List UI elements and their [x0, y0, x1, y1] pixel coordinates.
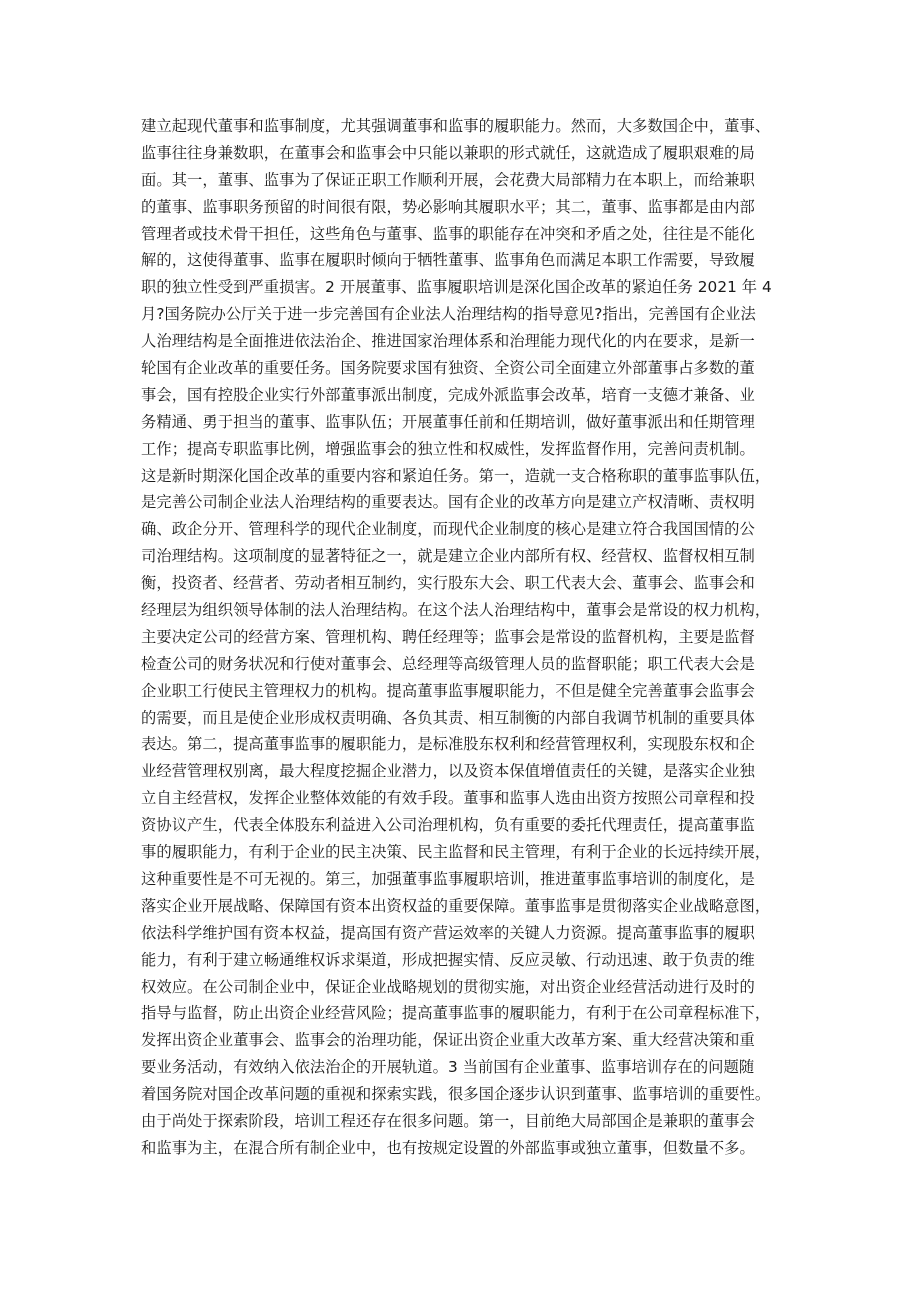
text-line: 表达。第二，提高董事监事的履职能力，是标准股东权利和经营管理权利，实现股东权和企 [141, 735, 755, 754]
text-line: 主要决定公司的经营方案、管理机构、聘任经理等；监事会是常设的监督机构，主要是监督 [141, 627, 755, 646]
text-line: 能力，有利于建立畅通维权诉求渠道，形成把握实情、反应灵敏、行动迅速、敢于负责的维 [141, 950, 755, 969]
text-line: 要业务活动，有效纳入依法治企的开展轨道。3 当前国有企业董事、监事培训存在的问题随 [141, 1058, 755, 1077]
text-line: 解的，这使得董事、监事在履职时倾向于牺牲董事、监事角色而满足本职工作需要，导致履 [141, 251, 755, 270]
text-line: 确、政企分开、管理科学的现代企业制度，而现代企业制度的核心是建立符合我国国情的公 [141, 520, 755, 539]
text-line: 月?国务院办公厅关于进一步完善国有企业法人治理结构的指导意见?指出，完善国有企业法 [141, 305, 756, 324]
text-line: 是完善公司制企业法人治理结构的重要表达。国有企业的改革方向是建立产权清晰、责权明 [141, 493, 755, 512]
text-line: 着国务院对国企改革问题的重视和探索实践，很多国企逐步认识到董事、监事培训的重要性。 [141, 1085, 771, 1104]
text-line: 依法科学维护国有资本权益，提高国有资产营运效率的关键人力资源。提高董事监事的履职 [141, 923, 755, 942]
text-line: 事会，国有控股企业实行外部董事派出制度，完成外派监事会改革，培育一支德才兼备、业 [141, 385, 755, 404]
text-line: 管理者或技术骨干担任，这些角色与董事、监事的职能存在冲突和矛盾之处，往往是不能化 [141, 224, 755, 243]
text-line: 职的独立性受到严重损害。2 开展董事、监事履职培训是深化国企改革的紧迫任务 2021 年 4 [141, 278, 772, 297]
text-line: 检查公司的财务状况和行使对董事会、总经理等高级管理人员的监督职能；职工代表大会是 [141, 654, 755, 673]
text-line: 企业职工行使民主管理权力的机构。提高董事监事履职能力，不但是健全完善董事会监事会 [141, 681, 755, 700]
text-line: 指导与监督，防止出资企业经营风险；提高董事监事的履职能力，有利于在公司章程标准下， [141, 1004, 771, 1023]
text-line: 立自主经营权，发挥企业整体效能的有效手段。董事和监事人选由出资方按照公司章程和投 [141, 789, 755, 808]
document-body [141, 113, 799, 1162]
text-line: 权效应。在公司制企业中，保证企业战略规划的贯彻实施，对出资企业经营活动进行及时的 [141, 977, 755, 996]
text-line: 司治理结构。这项制度的显著特征之一，就是建立企业内部所有权、经营权、监督权相互制 [141, 547, 755, 566]
text-line: 的需要，而且是使企业形成权责明确、各负其责、相互制衡的内部自我调节机制的重要具体 [141, 708, 755, 727]
text-line: 建立起现代董事和监事制度，尤其强调董事和监事的履职能力。然而，大多数国企中，董事、 [141, 117, 771, 135]
text-line: 这种重要性是不可无视的。第三，加强董事监事履职培训，推进董事监事培训的制度化，是 [141, 869, 755, 888]
text-line: 工作；提高专职监事比例，增强监事会的独立性和权威性，发挥监督作用，完善问责机制。 [141, 439, 755, 458]
text-line: 落实企业开展战略、保障国有资本出资权益的重要保障。董事监事是贯彻落实企业战略意图， [141, 896, 771, 915]
text-line: 由于尚处于探索阶段，培训工程还存在很多问题。第一，目前绝大局部国企是兼职的董事会 [141, 1111, 755, 1130]
text-line: 监事往往身兼数职，在董事会和监事会中只能以兼职的形式就任，这就造成了履职艰难的局 [141, 143, 755, 162]
text-line: 务精通、勇于担当的董事、监事队伍；开展董事任前和任期培训，做好董事派出和任期管理 [141, 412, 755, 431]
text-line: 衡，投资者、经营者、劳动者相互制约，实行股东大会、职工代表大会、董事会、监事会和 [141, 574, 755, 593]
text-line: 发挥出资企业董事会、监事会的治理功能，保证出资企业重大改革方案、重大经营决策和重 [141, 1031, 755, 1050]
text-line: 人治理结构是全面推进依法治企、推进国家治理体系和治理能力现代化的内在要求，是新一 [141, 332, 755, 351]
text-line: 资协议产生，代表全体股东利益进入公司治理机构，负有重要的委托代理责任，提高董事监 [141, 816, 755, 835]
text-line: 轮国有企业改革的重要任务。国务院要求国有独资、全资公司全面建立外部董事占多数的董 [141, 359, 755, 378]
text-line: 和监事为主，在混合所有制企业中，也有按规定设置的外部监事或独立董事，但数量不多。 [141, 1138, 755, 1157]
text-line: 的董事、监事职务预留的时间很有限，势必影响其履职水平；其二，董事、监事都是由内部 [141, 197, 755, 216]
text-line: 业经营管理权别离，最大程度挖掘企业潜力，以及资本保值增值责任的关键，是落实企业独 [141, 762, 755, 781]
text-line: 这是新时期深化国企改革的重要内容和紧迫任务。第一，造就一支合格称职的董事监事队伍， [141, 466, 771, 485]
text-line: 事的履职能力，有利于企业的民主决策、民主监督和民主管理，有利于企业的长远持续开展， [141, 843, 771, 862]
text-line: 面。其一，董事、监事为了保证正职工作顺利开展，会花费大局部精力在本职上，而给兼职 [141, 170, 755, 189]
text-line: 经理层为组织领导体制的法人治理结构。在这个法人治理结构中，董事会是常设的权力机构， [141, 601, 771, 620]
